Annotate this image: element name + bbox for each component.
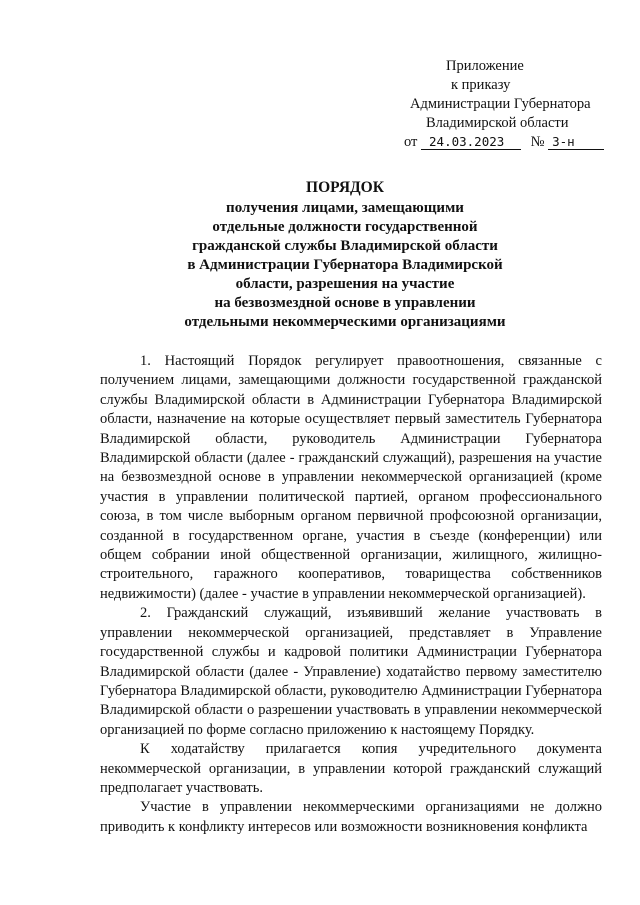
title-line: гражданской службы Владимирской области [192, 238, 498, 254]
title-line: получения лицами, замещающими [226, 200, 464, 216]
appendix-order-ref: к приказу [451, 77, 511, 93]
date-prefix: от [404, 134, 418, 150]
document-title [120, 178, 570, 332]
title-heading: ПОРЯДОК [306, 179, 384, 196]
appendix-date-number [404, 133, 604, 152]
paragraph-1: 1. Настоящий Порядок регулирует правоотношения, связанные с получением лицами, замещающими должности государственной гражданской службы Владимирской области в Администрации Губернатора Владимирской области, назначение на которые осуществляет первый заместитель Губернатора Владимирской области, руководитель Администрации Губернатора Владимирской области (далее - гражданский служащий), разрешения на участие на безвозмездной основе в управлении некоммерческой организацией (кроме участия в управлении политической партией, органом профессионального союза, в том числе выборным органом первичной профсоюзной организации, созданной в государственном органе, участия в съезде (конференции) или общем собрании иной общественной организации, жилищного, жилищно-строительного, гаражного кооперативов, товарищества собственников недвижимости) (далее - участие в управлении некоммерческой организацией). [100, 353, 602, 602]
title-line: в Администрации Губернатора Владимирской [187, 257, 503, 273]
paragraph-3: К ходатайству прилагается копия учредительного документа некоммерческой организации, в управлении которой гражданский служащий предполагает участвовать. [100, 741, 602, 796]
title-line: отдельными некоммерческими организациями [184, 314, 506, 330]
paragraph-4: Участие в управлении некоммерческими организациями не должно приводить к конфликту интересов или возможности возникновения конфликта [100, 799, 602, 835]
appendix-block [404, 57, 604, 152]
document-body [100, 352, 602, 837]
appendix-label: Приложение [446, 58, 524, 74]
order-date: 24.03.2023 [421, 134, 521, 150]
title-line: отдельные должности государственной [212, 219, 478, 235]
paragraph-2: 2. Гражданский служащий, изъявивший желание участвовать в управлении некоммерческой организацией, представляет в Управление государственной службы и кадровой политики Администрации Губернатора Владимирской области (далее - Управление) ходатайство первому заместителю Губернатора Владимирской области, руководителю Администрации Губернатора Владимирской области о разрешении участвовать в управлении некоммерческой организацией по форме согласно приложению к настоящему Порядку. [100, 605, 602, 738]
title-line: на безвозмездной основе в управлении [214, 295, 476, 311]
order-number: 3-н [548, 134, 604, 150]
appendix-region: Владимирской области [426, 115, 569, 131]
appendix-issuer: Администрации Губернатора [410, 96, 591, 112]
number-prefix: № [530, 134, 545, 150]
title-line: области, разрешения на участие [235, 276, 455, 292]
